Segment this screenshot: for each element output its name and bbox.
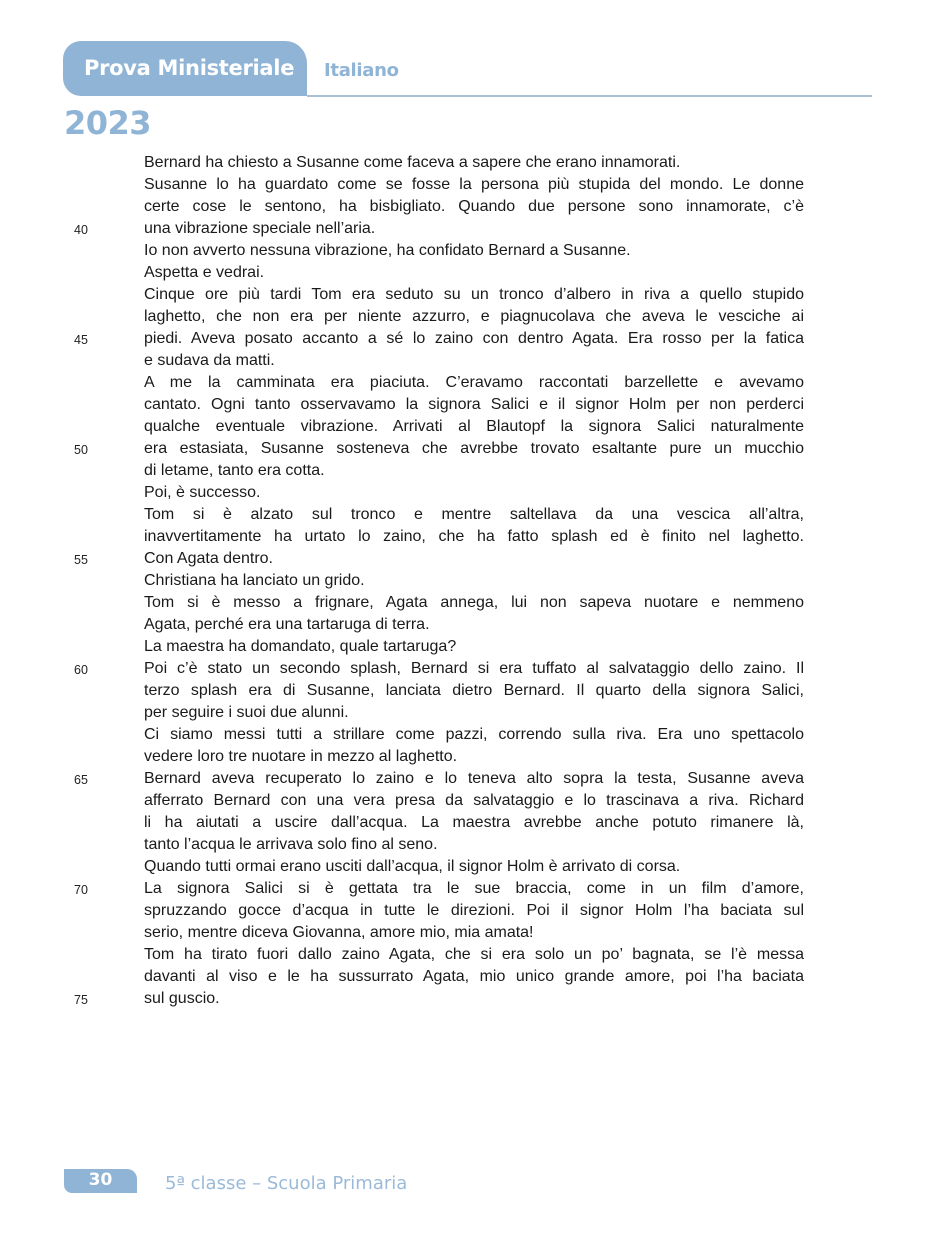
text-line [60, 768, 820, 790]
text-line [60, 944, 820, 966]
text-line [60, 570, 820, 592]
line-text: Agata, perché era una tartaruga di terra. [144, 616, 430, 633]
line-text: certe cose le sentono, ha bisbigliato. Quando due persone sono innamorate, c’è [144, 198, 804, 215]
text-line [60, 812, 820, 834]
text-line [60, 196, 820, 218]
line-text: Tom si è alzato sul tronco e mentre saltellava da una vescica all’altra, [144, 506, 804, 523]
line-text: Bernard aveva recuperato lo zaino e lo teneva alto sopra la testa, Susanne aveva [144, 770, 804, 787]
line-number: 75 [74, 993, 88, 1007]
text-line [60, 592, 820, 614]
line-text: A me la camminata era piaciuta. C’eravamo raccontati barzellette e avevamo [144, 374, 804, 391]
line-text: Cinque ore più tardi Tom era seduto su un tronco d’albero in riva a quello stupido [144, 286, 804, 303]
line-text: spruzzando gocce d’acqua in tutte le direzioni. Poi il signor Holm l’ha baciata sul [144, 902, 804, 919]
line-text: La signora Salici si è gettata tra le sue braccia, come in un film d’amore, [144, 880, 804, 897]
line-text: e sudava da matti. [144, 352, 275, 369]
line-text: davanti al viso e le ha sussurrato Agata, mio unico grande amore, poi l’ha baciata [144, 968, 804, 985]
text-line [60, 526, 820, 548]
line-text: serio, mentre diceva Giovanna, amore mio, mia amata! [144, 924, 534, 941]
text-line [60, 834, 820, 856]
line-text: li ha aiutati a uscire dall’acqua. La maestra avrebbe anche potuto rimanere là, [144, 814, 804, 831]
page-number: 30 [88, 1170, 113, 1190]
line-number: 40 [74, 223, 88, 237]
line-text: tanto l’acqua le arrivava solo fino al seno. [144, 836, 438, 853]
text-line [60, 328, 820, 350]
line-text: terzo splash era di Susanne, lanciata dietro Bernard. Il quarto della signora Salici, [144, 682, 804, 699]
text-line [60, 548, 820, 570]
text-line [60, 702, 820, 724]
line-number: 50 [74, 443, 88, 457]
line-text: Io non avverto nessuna vibrazione, ha confidato Bernard a Susanne. [144, 242, 631, 259]
text-line [60, 174, 820, 196]
line-text: Bernard ha chiesto a Susanne come faceva a sapere che erano innamorati. [144, 154, 681, 171]
text-line [60, 856, 820, 878]
line-text: Poi c’è stato un secondo splash, Bernard si era tuffato al salvataggio dello zaino. Il [144, 660, 804, 677]
line-text: Christiana ha lanciato un grido. [144, 572, 365, 589]
text-line [60, 680, 820, 702]
header-divider [307, 95, 872, 97]
line-text: La maestra ha domandato, quale tartaruga? [144, 638, 457, 655]
text-line [60, 636, 820, 658]
text-line [60, 240, 820, 262]
header-tab-label: Prova Ministeriale [84, 56, 295, 80]
text-line [60, 922, 820, 944]
line-number: 65 [74, 773, 88, 787]
line-text: Ci siamo messi tutti a strillare come pazzi, correndo sulla riva. Era uno spettacolo [144, 726, 804, 743]
text-line [60, 438, 820, 460]
text-line [60, 152, 820, 174]
text-line [60, 614, 820, 636]
text-line [60, 966, 820, 988]
line-text: Tom si è messo a frignare, Agata annega, lui non sapeva nuotare e nemmeno [144, 594, 804, 611]
text-line [60, 218, 820, 240]
line-text: Poi, è successo. [144, 484, 261, 501]
text-line [60, 262, 820, 284]
line-text: Susanne lo ha guardato come se fosse la persona più stupida del mondo. Le donne [144, 176, 804, 193]
line-number: 55 [74, 553, 88, 567]
line-text: una vibrazione speciale nell’aria. [144, 220, 376, 237]
line-text: afferrato Bernard con una vera presa da salvataggio e lo trascinava a riva. Richard [144, 792, 804, 809]
header-subject: Italiano [324, 60, 399, 81]
line-text: inavvertitamente ha urtato lo zaino, che ha fatto splash ed è finito nel laghetto. [144, 528, 804, 545]
text-line [60, 284, 820, 306]
text-line [60, 460, 820, 482]
text-line [60, 306, 820, 328]
footer-caption: 5ª classe – Scuola Primaria [165, 1173, 408, 1194]
passage-text [60, 152, 820, 1010]
text-line [60, 988, 820, 1010]
text-line [60, 504, 820, 526]
line-text: Tom ha tirato fuori dallo zaino Agata, che si era solo un po’ bagnata, se l’è messa [144, 946, 804, 963]
line-number: 45 [74, 333, 88, 347]
line-text: laghetto, che non era per niente azzurro, e piagnucolava che aveva le vesciche ai [144, 308, 804, 325]
year-title: 2023 [64, 104, 152, 142]
text-line [60, 900, 820, 922]
text-line [60, 350, 820, 372]
line-text: qualche eventuale vibrazione. Arrivati al Blautopf la signora Salici naturalmente [144, 418, 804, 435]
text-line [60, 372, 820, 394]
line-text: sul guscio. [144, 990, 220, 1007]
line-text: era estasiata, Susanne sosteneva che avrebbe trovato esaltante pure un mucchio [144, 440, 804, 457]
text-line [60, 416, 820, 438]
line-number: 60 [74, 663, 88, 677]
line-text: piedi. Aveva posato accanto a sé lo zaino con dentro Agata. Era rosso per la fatica [144, 330, 804, 347]
text-line [60, 790, 820, 812]
text-line [60, 658, 820, 680]
line-text: cantato. Ogni tanto osservavamo la signora Salici e il signor Holm per non perderci [144, 396, 804, 413]
text-line [60, 394, 820, 416]
line-text: per seguire i suoi due alunni. [144, 704, 349, 721]
line-text: Con Agata dentro. [144, 550, 273, 567]
line-text: Quando tutti ormai erano usciti dall’acqua, il signor Holm è arrivato di corsa. [144, 858, 681, 875]
text-line [60, 878, 820, 900]
line-number: 70 [74, 883, 88, 897]
line-text: Aspetta e vedrai. [144, 264, 265, 281]
text-line [60, 482, 820, 504]
text-line [60, 724, 820, 746]
line-text: vedere loro tre nuotare in mezzo al laghetto. [144, 748, 458, 765]
text-line [60, 746, 820, 768]
line-text: di letame, tanto era cotta. [144, 462, 325, 479]
